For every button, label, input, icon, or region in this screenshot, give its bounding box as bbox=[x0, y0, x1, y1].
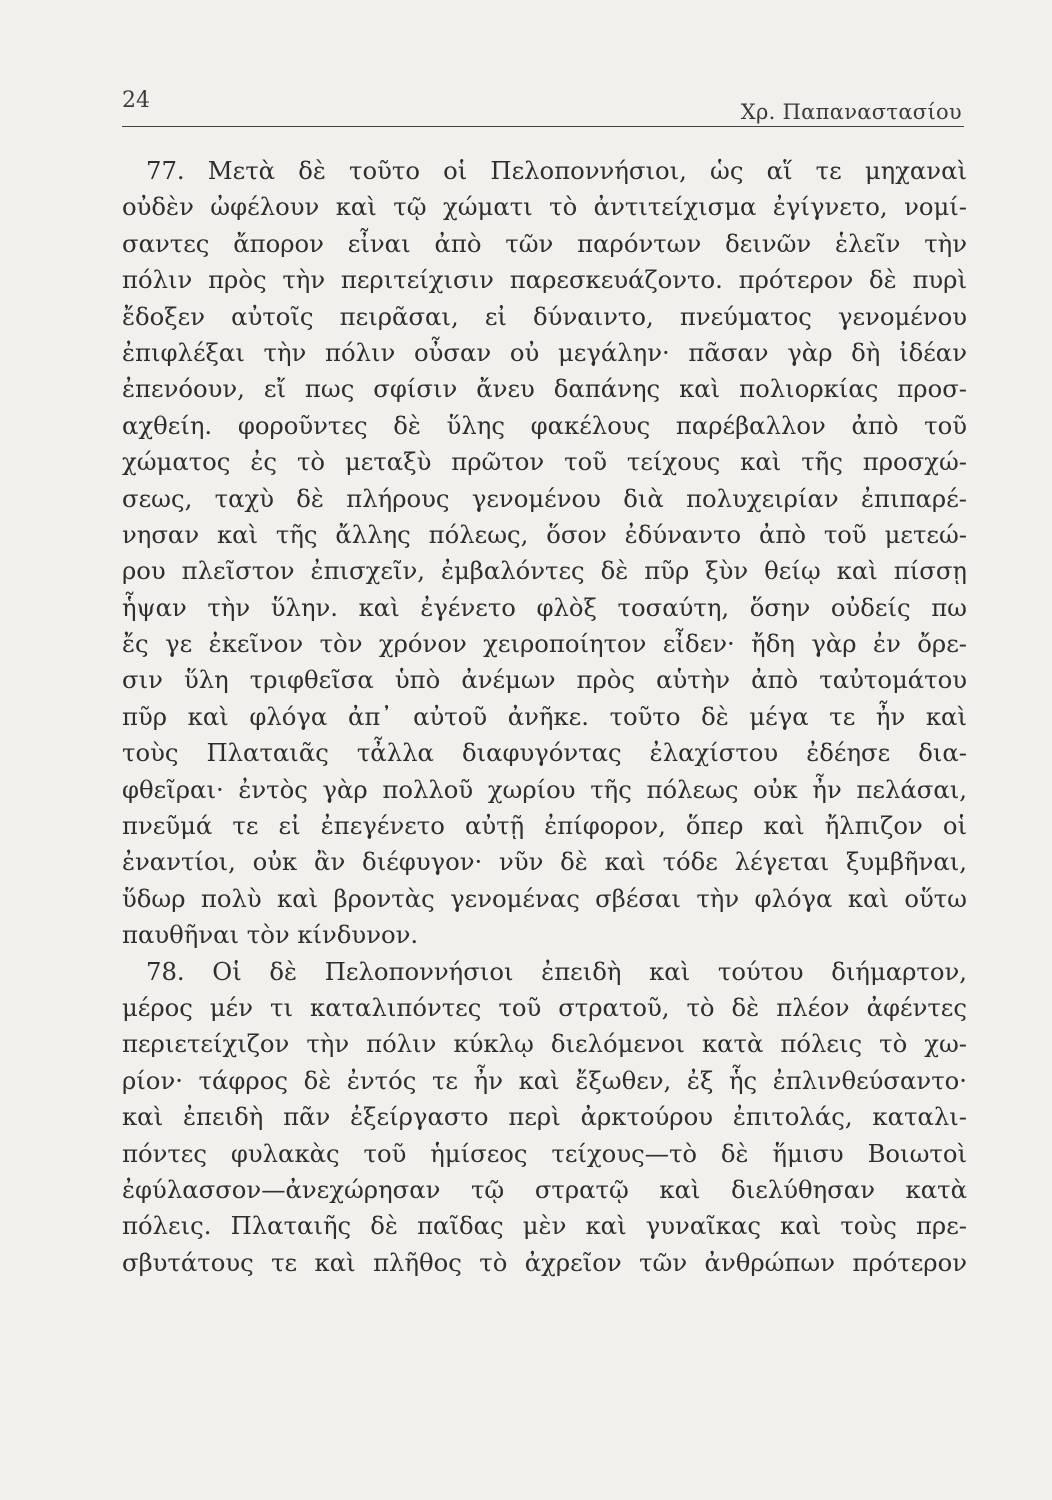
text-line: φθεῖραι· ἐντὸς γὰρ πολλοῦ χωρίου τῆς πόλεως οὐκ ἦν πελάσαι, bbox=[122, 774, 967, 804]
text-line: ὕδωρ πολὺ καὶ βροντὰς γενομένας σβέσαι τὴν φλόγα καὶ οὕτω bbox=[122, 883, 967, 913]
text-line: ρίον· τάφρος δὲ ἐντός τε ἦν καὶ ἔξωθεν, ἐξ ἧς ἐπλινθεύσαντο· bbox=[122, 1065, 967, 1095]
text-line: 78. Οἱ δὲ Πελοποννήσιοι ἐπειδὴ καὶ τούτου διήμαρτον, bbox=[146, 956, 967, 986]
text-line: πόντες φυλακὰς τοῦ ἡμίσεος τείχους—τὸ δὲ ἥμισυ Βοιωτοὶ bbox=[122, 1138, 967, 1168]
text-line: σεως, ταχὺ δὲ πλήρους γενομένου διὰ πολυχειρίαν ἐπιπαρέ- bbox=[122, 483, 967, 513]
text-line: 77. Μετὰ δὲ τοῦτο οἱ Πελοποννήσιοι, ὡς αἵ τε μηχαναὶ bbox=[146, 156, 967, 185]
text-line: καὶ ἐπειδὴ πᾶν ἐξείργαστο περὶ ἀρκτούρου ἐπιτολάς, καταλι- bbox=[122, 1102, 967, 1132]
text-line: ἔδοξεν αὐτοῖς πειρᾶσαι, εἰ δύναιντο, πνεύματος γενομένου bbox=[122, 301, 967, 331]
text-line: νησαν καὶ τῆς ἄλλης πόλεως, ὅσον ἐδύναντο ἀπὸ τοῦ μετεώ- bbox=[122, 519, 967, 549]
text-line: ἐναντίοι, οὐκ ἂν διέφυγον· νῦν δὲ καὶ τόδε λέγεται ξυμβῆναι, bbox=[122, 847, 967, 877]
text-line: σιν ὕλη τριφθεῖσα ὑπὸ ἀνέμων πρὸς αὑτὴν ἀπὸ ταὐτομάτου bbox=[122, 665, 967, 695]
text-line: μέρος μέν τι καταλιπόντες τοῦ στρατοῦ, τὸ δὲ πλέον ἀφέντες bbox=[122, 992, 967, 1022]
text-line: πόλεις. Πλαταιῆς δὲ παῖδας μὲν καὶ γυναῖκας καὶ τοὺς πρε- bbox=[122, 1211, 967, 1241]
text-line: ἧψαν τὴν ὕλην. καὶ ἐγένετο φλὸξ τοσαύτη, ὅσην οὐδείς πω bbox=[122, 592, 967, 622]
body-text bbox=[122, 153, 967, 1281]
page-header bbox=[122, 88, 964, 122]
text-line: σαντες ἄπορον εἶναι ἀπὸ τῶν παρόντων δεινῶν ἑλεῖν τὴν bbox=[122, 228, 967, 258]
text-line: σβυτάτους τε καὶ πλῆθος τὸ ἀχρεῖον τῶν ἀνθρώπων πρότερον bbox=[122, 1247, 967, 1277]
text-line: ἐπενόουν, εἴ πως σφίσιν ἄνευ δαπάνης καὶ πολιορκίας προσ- bbox=[122, 374, 967, 404]
text-line: χώματος ἐς τὸ μεταξὺ πρῶτον τοῦ τείχους καὶ τῆς προσχώ- bbox=[122, 447, 967, 477]
running-title: Χρ. Παπαναστασίου bbox=[740, 100, 962, 124]
text-line: παυθῆναι τὸν κίνδυνον. bbox=[122, 920, 419, 950]
text-line: πνεῦμά τε εἰ ἐπεγένετο αὐτῇ ἐπίφορον, ὅπερ καὶ ἤλπιζον οἱ bbox=[122, 811, 967, 841]
text-line: ἐπιφλέξαι τὴν πόλιν οὖσαν οὐ μεγάλην· πᾶσαν γὰρ δὴ ἰδέαν bbox=[122, 337, 967, 367]
text-line: ἔς γε ἐκεῖνον τὸν χρόνον χειροποίητον εἶδεν· ἤδη γὰρ ἐν ὄρε- bbox=[122, 629, 967, 659]
text-line: αχθείη. φοροῦντες δὲ ὕλης φακέλους παρέβαλλον ἀπὸ τοῦ bbox=[122, 410, 967, 440]
page-number: 24 bbox=[122, 88, 150, 113]
text-line: πῦρ καὶ φλόγα ἀπ᾿ αὐτοῦ ἀνῆκε. τοῦτο δὲ μέγα τε ἦν καὶ bbox=[122, 701, 967, 731]
text-line: ρου πλεῖστον ἐπισχεῖν, ἐμβαλόντες δὲ πῦρ ξὺν θείῳ καὶ πίσσῃ bbox=[122, 556, 967, 586]
paragraph-77 bbox=[122, 153, 967, 954]
text-line: περιετείχιζον τὴν πόλιν κύκλῳ διελόμενοι κατὰ πόλεις τὸ χω- bbox=[122, 1029, 967, 1059]
paragraph-78 bbox=[122, 954, 967, 1282]
header-rule bbox=[122, 126, 964, 127]
text-line: οὐδὲν ὠφέλουν καὶ τῷ χώματι τὸ ἀντιτείχισμα ἐγίγνετο, νομί- bbox=[122, 192, 967, 222]
text-line: τοὺς Πλαταιᾶς τἆλλα διαφυγόντας ἐλαχίστου ἐδέησε δια- bbox=[122, 738, 967, 768]
text-line: πόλιν πρὸς τὴν περιτείχισιν παρεσκευάζοντο. πρότερον δὲ πυρὶ bbox=[122, 265, 967, 295]
text-line: ἐφύλασσον—ἀνεχώρησαν τῷ στρατῷ καὶ διελύθησαν κατὰ bbox=[122, 1174, 967, 1204]
